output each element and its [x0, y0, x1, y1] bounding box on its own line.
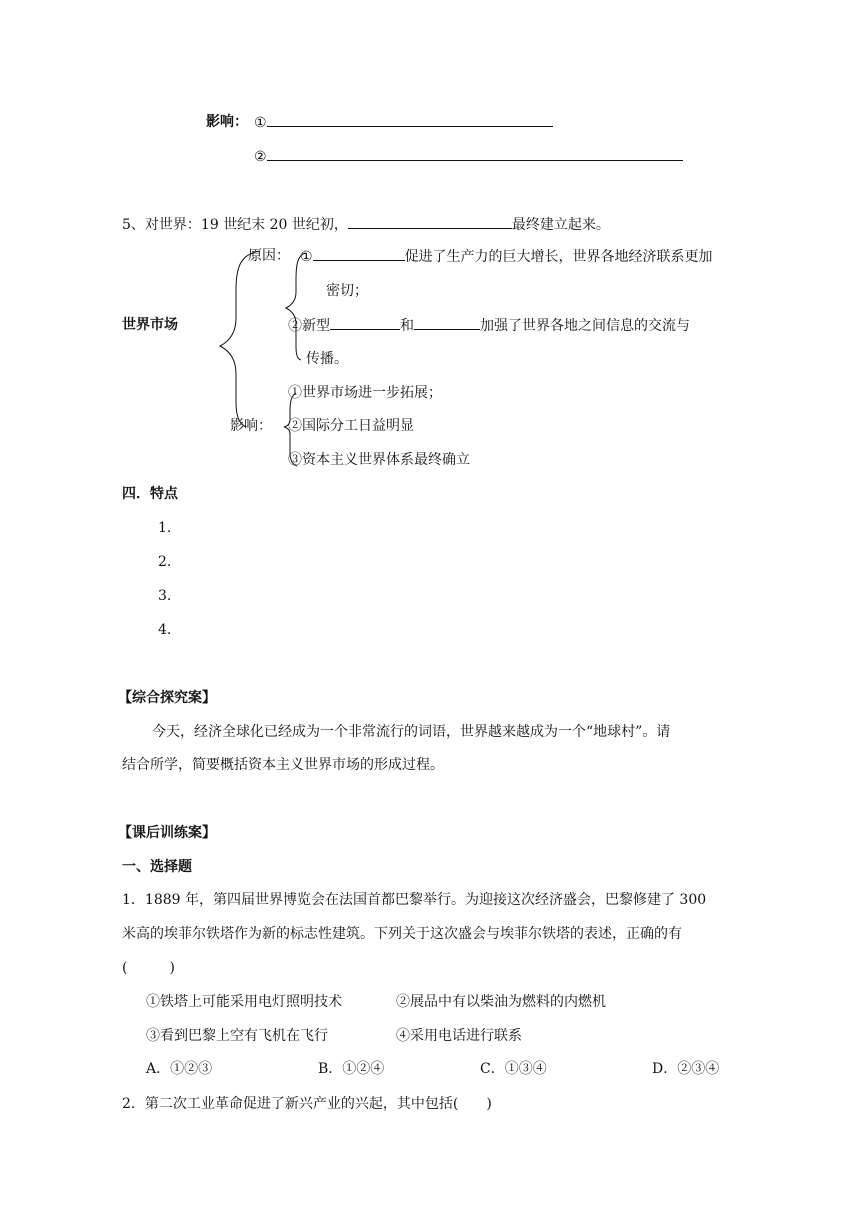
influence-label: 影响：: [206, 114, 248, 130]
cause-2-cont: 传播。: [306, 351, 348, 367]
choice-section-heading: 一、选择题: [122, 859, 192, 875]
cause-2-text: 加强了世界各地之间信息的交流与: [480, 318, 690, 334]
feature-item-4: 4.: [158, 622, 172, 638]
inquiry-heading: 【综合探究案】: [118, 690, 216, 706]
q1-line-3: ( ): [122, 960, 175, 976]
q1-line-2: 米高的埃菲尔铁塔作为新的标志性建筑。下列关于这次盛会与埃菲尔铁塔的表述，正确的有: [122, 926, 682, 942]
cause-label: 原因：: [248, 248, 290, 264]
feature-item-3: 3.: [158, 588, 172, 604]
q1-line-1: 1．1889 年，第四届世界博览会在法国首都巴黎举行。为迎接这次经济盛会，巴黎修建了 300: [122, 892, 707, 908]
influence-item-1-num: ①: [254, 115, 267, 131]
world-market-intro-blank[interactable]: [348, 214, 512, 229]
influence-blank-1[interactable]: [267, 112, 553, 127]
q2-line-1: 2．第二次工业革命促进了新兴产业的兴起，其中包括( ): [122, 1096, 492, 1112]
effect-1: ①世界市场进一步拓展；: [288, 385, 442, 401]
cause-2-blank-1[interactable]: [330, 315, 400, 330]
q1-option-2: ②展品中有以柴油为燃料的内燃机: [396, 994, 606, 1010]
cause-1-text: 促进了生产力的巨大增长，世界各地经济联系更加: [404, 249, 713, 265]
influence-item-2-num: ②: [254, 149, 267, 165]
q1-choice-a[interactable]: A．①②③: [146, 1061, 213, 1077]
q1-choice-d[interactable]: D．②③④: [652, 1061, 720, 1077]
world-market-intro-suffix: 最终建立起来。: [511, 217, 610, 233]
influence-item-1: [254, 112, 553, 133]
cause-1: [300, 246, 713, 267]
world-market-title: 世界市场: [122, 317, 178, 333]
world-market-intro: [122, 214, 610, 235]
q1-option-3: ③看到巴黎上空有飞机在飞行: [146, 1028, 328, 1044]
inquiry-line-2: 结合所学，简要概括资本主义世界市场的形成过程。: [122, 757, 444, 773]
feature-item-1: 1.: [158, 520, 172, 536]
influence-blank-2[interactable]: [267, 146, 683, 161]
cause-2: [288, 315, 690, 336]
world-market-intro-prefix: 5、对世界：19 世纪末 20 世纪初，: [122, 217, 348, 233]
effect-3: ③资本主义世界体系最终确立: [288, 452, 470, 468]
features-heading: 四．特点: [122, 486, 178, 502]
cause-2-and: 和: [400, 318, 414, 334]
inquiry-line-1: 今天，经济全球化已经成为一个非常流行的词语，世界越来越成为一个“地球村”。请: [152, 724, 671, 740]
q1-choice-c[interactable]: C．①③④: [480, 1061, 547, 1077]
cause-2-num: ②新型: [288, 318, 330, 334]
q1-option-1: ①铁塔上可能采用电灯照明技术: [146, 994, 342, 1010]
influence-item-2: [254, 146, 683, 167]
cause-1-num: ①: [300, 249, 313, 265]
outer-brace: [220, 251, 260, 427]
practice-heading: 【课后训练案】: [118, 825, 216, 841]
q1-choice-b[interactable]: B．①②④: [318, 1061, 385, 1077]
feature-item-2: 2.: [158, 554, 172, 570]
cause-brace: [286, 253, 305, 360]
q1-option-4: ④采用电话进行联系: [396, 1028, 522, 1044]
cause-1-blank[interactable]: [313, 246, 405, 261]
cause-1-cont: 密切；: [326, 283, 368, 299]
effect-2: ②国际分工日益明显: [288, 418, 414, 434]
effect-label: 影响：: [230, 418, 272, 434]
cause-2-blank-2[interactable]: [414, 315, 480, 330]
